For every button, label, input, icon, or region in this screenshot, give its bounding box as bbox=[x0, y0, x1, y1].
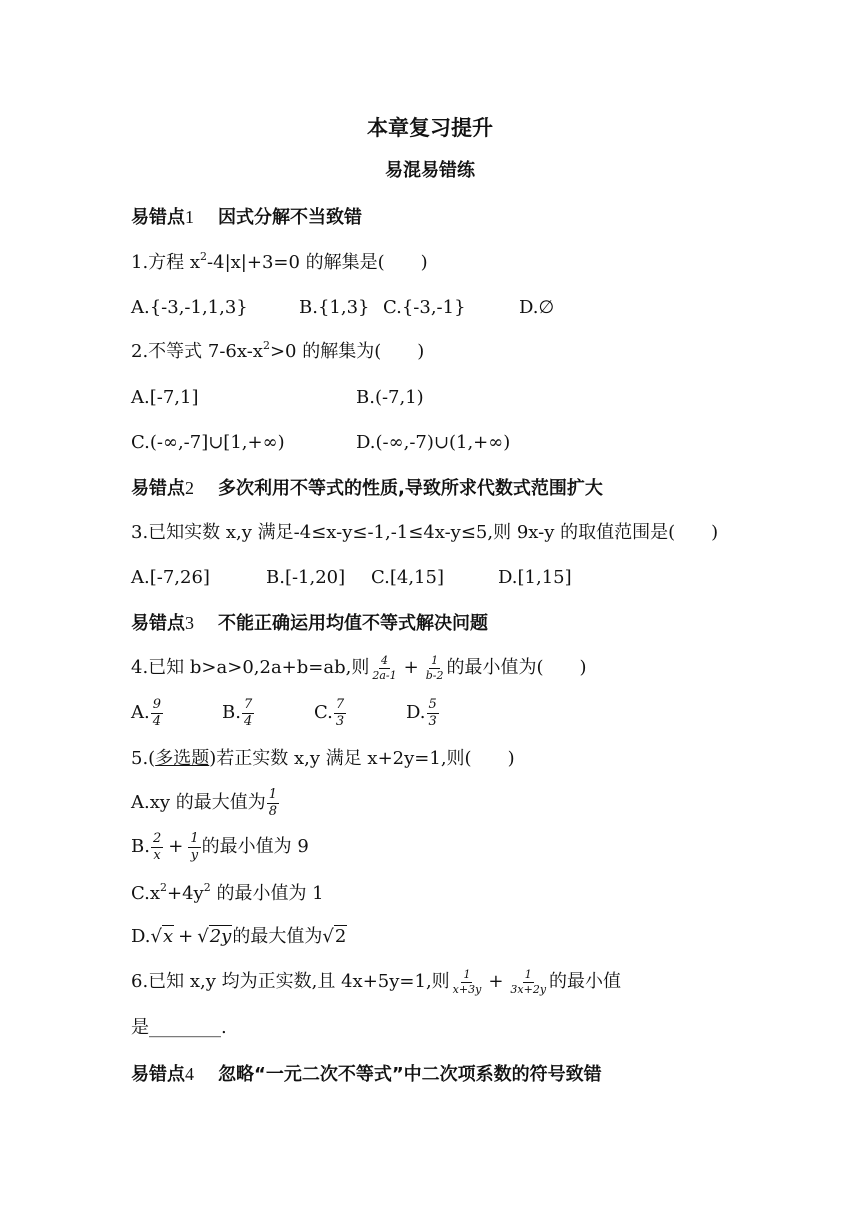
q2-option-a: A.[-7,1] bbox=[131, 387, 199, 408]
option-fraction-1 bbox=[151, 832, 163, 862]
section-label: 易错点 bbox=[131, 478, 185, 499]
denominator: 3x+2y bbox=[510, 982, 547, 996]
q6-stem-part: 的最小值 bbox=[549, 971, 622, 992]
numerator: 4 bbox=[380, 653, 388, 667]
denominator: b-2 bbox=[425, 668, 444, 682]
question-2-stem bbox=[131, 339, 425, 362]
q4-option-b bbox=[222, 695, 255, 731]
section-number: 2 bbox=[185, 478, 194, 498]
section-label: 易错点 bbox=[131, 613, 185, 634]
plus-sign: + bbox=[488, 971, 504, 992]
page-subtitle: 易混易错练 bbox=[385, 160, 475, 181]
q4-option-a bbox=[131, 695, 164, 731]
q5-option-c bbox=[131, 881, 324, 904]
q2-stem-part: >0 的解集为( ) bbox=[269, 341, 425, 362]
option-fraction bbox=[267, 788, 279, 818]
sqrt-2: √2 bbox=[322, 926, 347, 947]
numerator: 1 bbox=[268, 786, 278, 802]
q5-stem-part: 5.( bbox=[131, 748, 156, 769]
numerator: 2 bbox=[152, 830, 162, 846]
denominator: 4 bbox=[152, 713, 162, 729]
option-fraction bbox=[427, 698, 439, 728]
q4-fraction-1 bbox=[370, 655, 398, 681]
option-prefix: B. bbox=[131, 836, 150, 857]
q3-option-a: A.[-7,26] bbox=[131, 567, 210, 588]
plus-sign: + bbox=[168, 836, 184, 857]
q1-option-c: C.{-3,-1} bbox=[383, 297, 466, 318]
q1-option-b: B.{1,3} bbox=[299, 297, 370, 318]
q2-option-c: C.(-∞,-7]∪[1,+∞) bbox=[131, 432, 285, 453]
q4-fraction-2 bbox=[424, 655, 446, 681]
radicand: 2y bbox=[209, 926, 232, 947]
question-4-stem bbox=[131, 650, 587, 686]
q2-option-b: B.(-7,1) bbox=[356, 387, 424, 408]
section-label: 易错点 bbox=[131, 207, 185, 228]
option-fraction bbox=[242, 698, 254, 728]
option-text: +4y bbox=[167, 883, 204, 904]
numerator: 1 bbox=[431, 653, 439, 667]
q3-option-b: B.[-1,20] bbox=[266, 567, 346, 588]
q1-option-d: D.∅ bbox=[519, 297, 555, 318]
q1-option-a: A.{-3,-1,1,3} bbox=[131, 297, 248, 318]
section-label: 易错点 bbox=[131, 1064, 185, 1085]
q3-option-d: D.[1,15] bbox=[498, 567, 572, 588]
q6-fraction-1 bbox=[451, 969, 484, 995]
q6-stem-part: 6.已知 x,y 均为正实数,且 4x+5y=1,则 bbox=[131, 971, 450, 992]
numerator: 7 bbox=[243, 696, 253, 712]
q5-multiple-choice-tag: 多选题 bbox=[155, 748, 210, 769]
section-number: 4 bbox=[185, 1064, 194, 1084]
q4-option-d bbox=[406, 695, 440, 731]
denominator: 3 bbox=[428, 713, 437, 729]
q4-stem-part: 4.已知 b>a>0,2a+b=ab,则 bbox=[131, 657, 370, 678]
q2-superscript: 2 bbox=[262, 339, 270, 352]
numerator: 1 bbox=[524, 967, 532, 981]
option-prefix: D. bbox=[406, 702, 426, 723]
q1-stem-part: -4|x|+3=0 的解集是( ) bbox=[207, 252, 428, 273]
option-fraction bbox=[334, 698, 346, 728]
numerator: 1 bbox=[190, 830, 199, 846]
section-heading-4 bbox=[131, 1065, 602, 1084]
option-text: C.x bbox=[131, 883, 161, 904]
denominator: x+3y bbox=[452, 982, 482, 996]
numerator: 5 bbox=[428, 696, 437, 712]
sqrt-2y: √2y bbox=[197, 926, 232, 947]
option-prefix: C. bbox=[314, 702, 333, 723]
plus-sign: + bbox=[403, 657, 419, 678]
q6-answer-blank-line: 是________. bbox=[131, 1017, 227, 1038]
q1-stem-part: 1.方程 x bbox=[131, 252, 201, 273]
q5-option-b bbox=[131, 828, 309, 866]
q2-stem-part: 2.不等式 7-6x-x bbox=[131, 341, 263, 362]
q6-fraction-2 bbox=[508, 969, 548, 995]
denominator: x bbox=[153, 847, 161, 863]
numerator: 7 bbox=[335, 696, 345, 712]
question-5-stem bbox=[131, 750, 515, 768]
sqrt-x: √x bbox=[150, 926, 174, 947]
option-text: 的最小值为 9 bbox=[201, 836, 309, 857]
option-text: 的最大值为 bbox=[232, 926, 323, 947]
denominator: 8 bbox=[268, 803, 278, 819]
plus-sign: + bbox=[178, 926, 194, 947]
numerator: 1 bbox=[463, 967, 471, 981]
question-1-stem bbox=[131, 250, 428, 273]
superscript: 2 bbox=[160, 881, 168, 894]
superscript: 2 bbox=[203, 881, 211, 894]
denominator: 4 bbox=[243, 713, 253, 729]
q5-option-d bbox=[131, 928, 347, 946]
section-text: 忽略“一元二次不等式”中二次项系数的符号致错 bbox=[218, 1064, 602, 1085]
section-text: 因式分解不当致错 bbox=[218, 207, 362, 228]
q1-superscript: 2 bbox=[200, 250, 208, 263]
radicand: x bbox=[163, 926, 174, 947]
option-fraction-2 bbox=[188, 832, 200, 862]
denominator: y bbox=[190, 847, 199, 863]
section-heading-2 bbox=[131, 479, 603, 498]
option-prefix: B. bbox=[222, 702, 241, 723]
section-heading-1 bbox=[131, 208, 362, 227]
q4-stem-part: 的最小值为( ) bbox=[446, 657, 587, 678]
denominator: 3 bbox=[335, 713, 345, 729]
denominator: 2a-1 bbox=[372, 668, 397, 682]
question-6-stem bbox=[131, 963, 621, 1001]
section-heading-3 bbox=[131, 614, 488, 633]
q5-option-a bbox=[131, 784, 280, 822]
option-prefix: D. bbox=[131, 926, 151, 947]
question-3-stem: 3.已知实数 x,y 满足-4≤x-y≤-1,-1≤4x-y≤5,则 9x-y 的取值范围是( ) bbox=[131, 522, 719, 543]
option-prefix: A. bbox=[131, 702, 150, 723]
q3-option-c: C.[4,15] bbox=[371, 567, 444, 588]
section-number: 1 bbox=[185, 207, 194, 227]
option-fraction bbox=[151, 698, 163, 728]
q5-stem-part: )若正实数 x,y 满足 x+2y=1,则( ) bbox=[209, 748, 515, 769]
numerator: 9 bbox=[152, 696, 162, 712]
section-text: 不能正确运用均值不等式解决问题 bbox=[218, 613, 488, 634]
page-title: 本章复习提升 bbox=[367, 116, 493, 140]
section-text: 多次利用不等式的性质,导致所求代数式范围扩大 bbox=[218, 478, 603, 499]
q4-option-c bbox=[314, 695, 347, 731]
q2-option-d: D.(-∞,-7)∪(1,+∞) bbox=[356, 432, 511, 453]
option-text: A.xy 的最大值为 bbox=[131, 792, 266, 813]
section-number: 3 bbox=[185, 613, 194, 633]
option-text: 的最小值为 1 bbox=[210, 883, 324, 904]
radicand: 2 bbox=[334, 926, 347, 947]
